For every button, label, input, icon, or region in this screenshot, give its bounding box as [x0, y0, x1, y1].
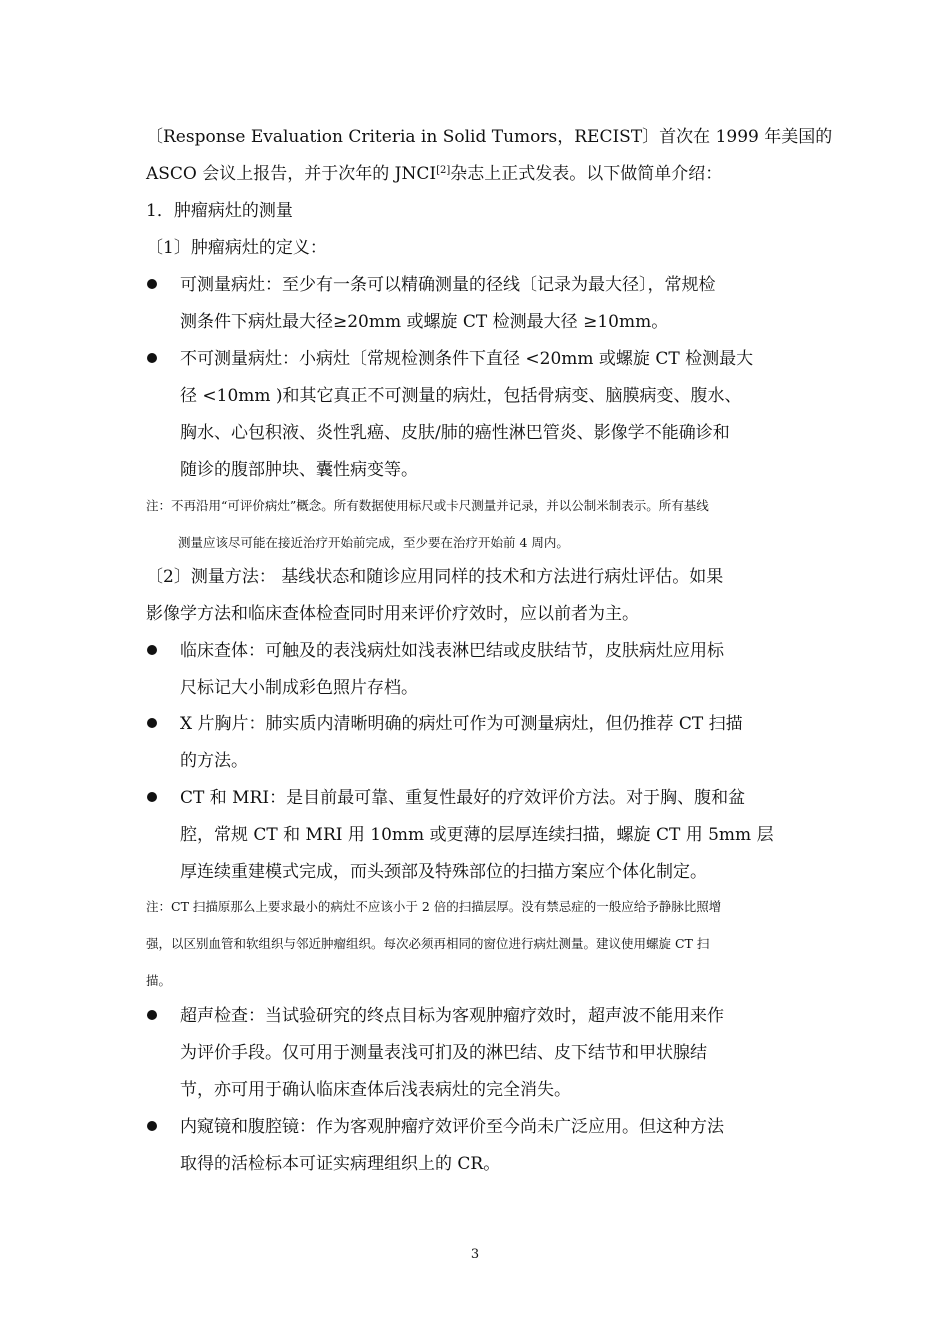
bullet-icon [147, 279, 157, 289]
measurable-line-2: 测条件下病灶最大径≥20mm 或螺旋 CT 检测最大径 ≥10mm。 [180, 312, 669, 332]
nonmeasurable-line-4: 随诊的腹部肿块、囊性病变等。 [180, 460, 418, 480]
nonmeasurable-line-3: 胸水、心包积液、炎性乳癌、皮肤/肺的癌性淋巴管炎、影像学不能确诊和 [180, 423, 730, 443]
ctmri-line-2: 腔，常规 CT 和 MRI 用 10mm 或更薄的层厚连续扫描，螺旋 CT 用 5mm 层 [180, 825, 774, 845]
section-heading: 1．肿瘤病灶的测量 [146, 201, 293, 221]
nonmeasurable-line-2: 径 <10mm )和其它真正不可测量的病灶，包括骨病变、脑膜病变、腹水、 [180, 386, 742, 406]
ultrasound-line-3: 节，亦可用于确认临床查体后浅表病灶的完全消失。 [180, 1080, 571, 1100]
bullet-icon [147, 645, 157, 655]
ultrasound-line-1: 超声检查：当试验研究的终点目标为客观肿瘤疗效时，超声波不能用来作 [180, 1006, 724, 1026]
subsection-method-line-2: 影像学方法和临床查体检查同时用来评价疗效时，应以前者为主。 [146, 604, 639, 624]
endoscopy-line-2: 取得的活检标本可证实病理组织上的 CR。 [180, 1154, 501, 1174]
note-1-line-2: 测量应该尽可能在接近治疗开始前完成，至少要在治疗开始前 4 周内。 [178, 535, 569, 550]
note-2-line-2: 强，以区别血管和软组织与邻近肿瘤组织。每次必须再相同的窗位进行病灶测量。建议使用螺旋 CT 扫 [146, 936, 710, 951]
bullet-icon [147, 1010, 157, 1020]
bullet-icon [147, 353, 157, 363]
ctmri-line-3: 厚连续重建模式完成，而头颈部及特殊部位的扫描方案应个体化制定。 [180, 862, 707, 882]
note-2-line-1: 注：CT 扫描原那么上要求最小的病灶不应该小于 2 倍的扫描层厚。没有禁忌症的一般应给予静脉比照增 [146, 899, 722, 914]
clinical-line-1: 临床查体：可触及的表浅病灶如浅表淋巴结或皮肤结节，皮肤病灶应用标 [180, 641, 724, 661]
bullet-icon [147, 1121, 157, 1131]
endoscopy-line-1: 内窥镜和腹腔镜：作为客观肿瘤疗效评价至今尚未广泛应用。但这种方法 [180, 1117, 724, 1137]
intro-line-2 [146, 162, 816, 186]
bullet-icon [147, 792, 157, 802]
note-2-line-3: 描。 [146, 973, 172, 988]
citation-superscript: [2] [436, 165, 451, 176]
intro-line-1: 〔Response Evaluation Criteria in Solid Tumors，RECIST〕首次在 1999 年美国的 [146, 127, 833, 147]
ultrasound-line-2: 为评价手段。仅可用于测量表浅可扪及的淋巴结、皮下结节和甲状腺结 [180, 1043, 707, 1063]
intro-line-2-pre: ASCO 会议上报告，并于次年的 JNCI [146, 164, 437, 184]
ctmri-line-1: CT 和 MRI：是目前最可靠、重复性最好的疗效评价方法。对于胸、腹和盆 [180, 788, 746, 808]
subsection-method-line-1: 〔2〕测量方法： 基线状态和随诊应用同样的技术和方法进行病灶评估。如果 [146, 567, 724, 587]
page-number: 3 [470, 1247, 480, 1262]
note-1-line-1: 注：不再沿用“可评价病灶”概念。所有数据使用标尺或卡尺测量并记录，并以公制米制表示。所有基线 [146, 498, 709, 513]
clinical-line-2: 尺标记大小制成彩色照片存档。 [180, 678, 418, 698]
measurable-line-1: 可测量病灶：至少有一条可以精确测量的径线〔记录为最大径〕，常规检 [180, 275, 716, 295]
xray-line-2: 的方法。 [180, 751, 248, 771]
nonmeasurable-line-1: 不可测量病灶：小病灶〔常规检测条件下直径 <20mm 或螺旋 CT 检测最大 [180, 349, 754, 369]
bullet-icon [147, 718, 157, 728]
intro-line-2-post: 杂志上正式发表。以下做简单介绍： [450, 164, 723, 184]
subsection-definition: 〔1〕肿瘤病灶的定义： [146, 238, 327, 258]
xray-line-1: X 片胸片：肺实质内清晰明确的病灶可作为可测量病灶，但仍推荐 CT 扫描 [180, 714, 743, 734]
